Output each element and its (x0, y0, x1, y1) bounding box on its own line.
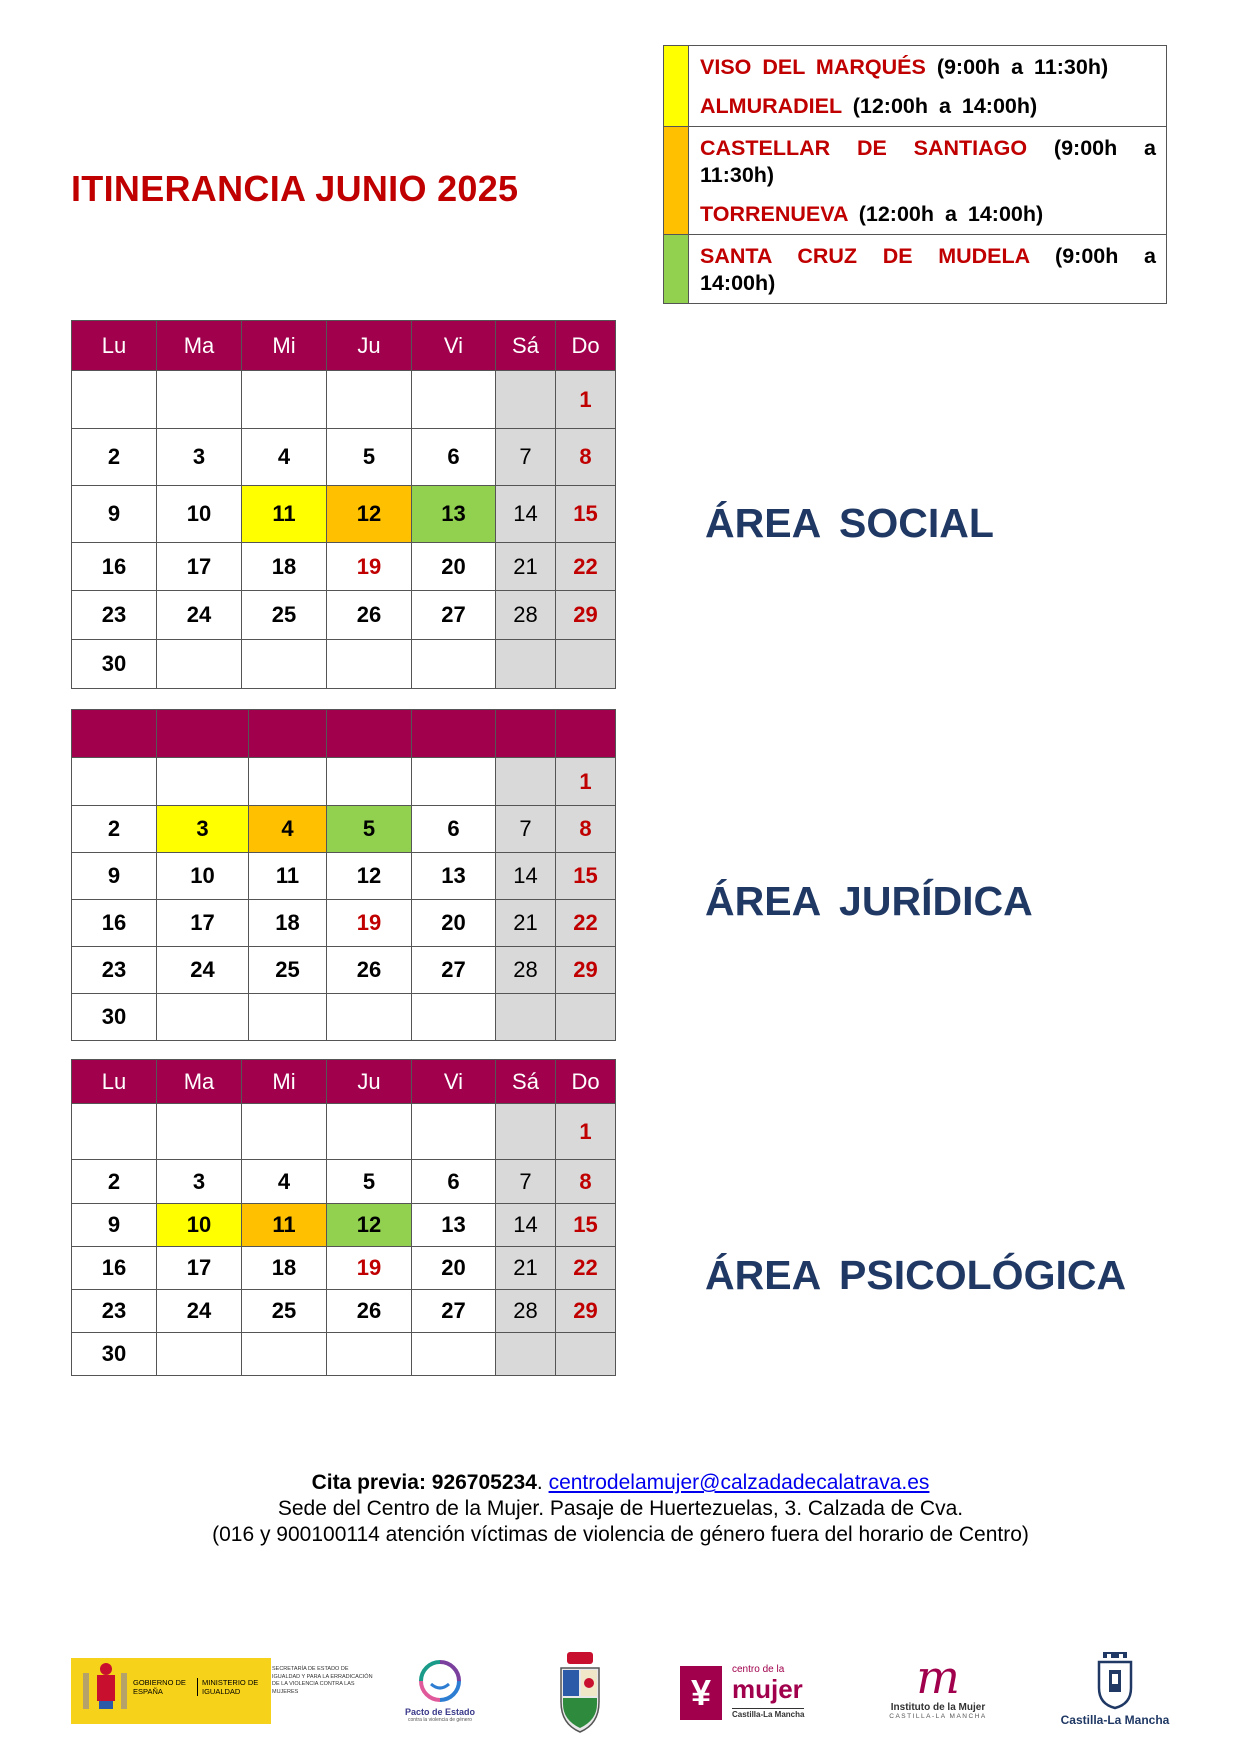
calendar-day: 15 (556, 1204, 616, 1247)
calendar-empty-cell (556, 994, 616, 1041)
calendar-day: 8 (556, 429, 616, 486)
calendar-empty-cell (496, 994, 556, 1041)
legend-town: ALMURADIEL (700, 94, 842, 118)
calendar-day: 18 (242, 1247, 327, 1290)
calendar-week-row (72, 994, 616, 1041)
clm-shield-icon (1095, 1650, 1135, 1710)
calendar-week-row (72, 1104, 616, 1160)
legend-entry (689, 46, 1167, 127)
weekday-header: Ju (327, 321, 412, 371)
calendar-day: 22 (556, 1247, 616, 1290)
calendar-empty-cell (412, 758, 496, 806)
weekday-header (496, 710, 556, 758)
calendar-day: 19 (327, 1247, 412, 1290)
calendar-empty-cell (72, 1104, 157, 1160)
weekday-header: Mi (242, 1060, 327, 1104)
calendar-day: 10 (157, 1204, 242, 1247)
helpline-line: (016 y 900100114 atención víctimas de violencia de género fuera del horario de Centro) (212, 1523, 1029, 1546)
weekday-header (157, 710, 249, 758)
legend-hours: (9:00h a 14:00h) (700, 244, 1156, 295)
calendar-day: 24 (157, 947, 249, 994)
calendar-day: 19 (327, 543, 412, 591)
calendar-empty-cell (72, 371, 157, 429)
secretaria-label: SECRETARÍA DE ESTADO DE IGUALDAD Y PARA LA ERRADICACIÓN DE LA VIOLENCIA CONTRA LAS MUJERES (272, 1666, 373, 1695)
calendar-day: 1 (556, 1104, 616, 1160)
weekday-header: Ju (327, 1060, 412, 1104)
weekday-header (249, 710, 327, 758)
calendar-day: 8 (556, 806, 616, 853)
calendar-week-row (72, 543, 616, 591)
appointment-phone: Cita previa: 926705234 (311, 1471, 537, 1494)
coat-of-arms-icon (77, 1661, 133, 1721)
page-title: ITINERANCIA JUNIO 2025 (71, 168, 519, 209)
legend-swatch-orange (664, 127, 689, 235)
calendar-week-row (72, 1247, 616, 1290)
pacto-circle-icon (417, 1658, 463, 1704)
calendar-empty-cell (556, 640, 616, 689)
calendar-day: 27 (412, 947, 496, 994)
calendar-empty-cell (157, 994, 249, 1041)
calendar-day: 19 (327, 900, 412, 947)
calendar-day: 18 (249, 900, 327, 947)
calendar-day: 2 (72, 429, 157, 486)
calendar-day: 13 (412, 486, 496, 543)
calendar-empty-cell (157, 1104, 242, 1160)
legend-town: SANTA CRUZ DE MUDELA (700, 244, 1030, 268)
calendar-day: 4 (249, 806, 327, 853)
calendar-day: 28 (496, 591, 556, 640)
calendar-day: 23 (72, 1290, 157, 1333)
calendar-empty-cell (157, 758, 249, 806)
calendar-area-social (71, 320, 616, 689)
pacto-label: Pacto de Estado (404, 1707, 476, 1717)
legend-hours: (9:00h a 11:30h) (700, 136, 1156, 187)
pacto-sub-label: contra la violencia de género (408, 1717, 472, 1723)
calendar-empty-cell (412, 1104, 496, 1160)
calendar-day: 17 (157, 1247, 242, 1290)
calendar-week-row (72, 1160, 616, 1204)
calendar-empty-cell (412, 371, 496, 429)
weekday-header: Lu (72, 1060, 157, 1104)
municipal-coat-of-arms-logo (557, 1650, 603, 1734)
calendar-day: 11 (242, 486, 327, 543)
calendar-empty-cell (72, 758, 157, 806)
calendar-day: 5 (327, 429, 412, 486)
calendar-empty-cell (496, 371, 556, 429)
area-social-heading: ÁREA SOCIAL (705, 500, 994, 546)
calendar-day: 16 (72, 1247, 157, 1290)
calendar-day: 1 (556, 758, 616, 806)
calendar-day: 15 (556, 486, 616, 543)
weekday-header: Lu (72, 321, 157, 371)
calendar-day: 12 (327, 1204, 412, 1247)
calendar-area-psicologica (71, 1059, 616, 1376)
calendar-empty-cell (157, 371, 242, 429)
calendar-empty-cell (242, 1333, 327, 1376)
calendar-empty-cell (327, 1104, 412, 1160)
instituto-m-icon: m (916, 1650, 960, 1704)
address-line: Sede del Centro de la Mujer. Pasaje de Huertezuelas, 3. Calzada de Cva. (277, 1497, 964, 1520)
calendar-day: 21 (496, 900, 556, 947)
calendar-day: 26 (327, 1290, 412, 1333)
weekday-header: Do (556, 321, 616, 371)
calendar-day: 11 (249, 853, 327, 900)
calendar-day: 9 (72, 486, 157, 543)
calendar-day: 16 (72, 543, 157, 591)
calendar-day: 30 (72, 1333, 157, 1376)
calendar-week-row (72, 947, 616, 994)
calendar-week-row (72, 1204, 616, 1247)
calendar-day: 24 (157, 1290, 242, 1333)
weekday-header: Sá (496, 321, 556, 371)
calendar-day: 26 (327, 947, 412, 994)
legend-hours: (12:00h a 14:00h) (847, 202, 1044, 226)
calendar-day: 8 (556, 1160, 616, 1204)
calendar-day: 29 (556, 591, 616, 640)
calendar-week-row (72, 429, 616, 486)
gobierno-espana-logo (71, 1658, 271, 1724)
weekday-header (327, 710, 412, 758)
clm-label: Castilla-La Mancha (1060, 1713, 1170, 1727)
calendar-day: 27 (412, 591, 496, 640)
calendar-day: 22 (556, 543, 616, 591)
calendar-day: 20 (412, 1247, 496, 1290)
weekday-header (556, 710, 616, 758)
calendar-day: 4 (242, 429, 327, 486)
calendar-week-row (72, 640, 616, 689)
calendar-day: 30 (72, 640, 157, 689)
instituto-mujer-logo (882, 1652, 994, 1732)
calendar-day: 14 (496, 1204, 556, 1247)
weekday-header: Mi (242, 321, 327, 371)
calendar-day: 21 (496, 543, 556, 591)
calendar-day: 28 (496, 947, 556, 994)
calendar-day: 5 (327, 1160, 412, 1204)
calendar-week-row (72, 853, 616, 900)
ministerio-label: MINISTERIO DE IGUALDAD (197, 1678, 268, 1696)
calendar-day: 12 (327, 853, 412, 900)
calendar-day: 17 (157, 900, 249, 947)
calendar-empty-cell (496, 640, 556, 689)
calendar-day: 30 (72, 994, 157, 1041)
calendar-empty-cell (412, 994, 496, 1041)
calendar-day: 3 (157, 429, 242, 486)
calendar-day: 13 (412, 1204, 496, 1247)
calendar-day: 20 (412, 543, 496, 591)
calendar-empty-cell (327, 371, 412, 429)
calendar-day: 15 (556, 853, 616, 900)
legend-entry (689, 235, 1167, 304)
instituto-sub-label: CASTILLA-LA MANCHA (889, 1713, 987, 1720)
calendar-day: 29 (556, 947, 616, 994)
calendar-week-row (72, 1333, 616, 1376)
centro-mujer-icon: ¥ (680, 1666, 722, 1720)
calendar-empty-cell (157, 640, 242, 689)
legend-swatch-green (664, 235, 689, 304)
calendar-day: 22 (556, 900, 616, 947)
calendar-day: 6 (412, 1160, 496, 1204)
calendar-day: 23 (72, 591, 157, 640)
weekday-header: Vi (412, 1060, 496, 1104)
calendar-empty-cell (327, 1333, 412, 1376)
calendar-empty-cell (412, 1333, 496, 1376)
calendar-day: 2 (72, 1160, 157, 1204)
calendar-week-row (72, 486, 616, 543)
calendar-day: 25 (242, 1290, 327, 1333)
calendar-day: 24 (157, 591, 242, 640)
calendar-day: 27 (412, 1290, 496, 1333)
area-psicologica-heading: ÁREA PSICOLÓGICA (705, 1252, 1127, 1298)
calendar-day: 12 (327, 486, 412, 543)
calendar-week-row (72, 758, 616, 806)
legend-hours: (12:00h a 14:00h) (841, 94, 1038, 118)
area-juridica-heading: ÁREA JURÍDICA (705, 878, 1033, 924)
centro-mujer-logo (680, 1658, 810, 1728)
legend-hours: (9:00h a 11:30h) (925, 55, 1109, 79)
calendar-week-row (72, 591, 616, 640)
logo-strip (0, 1650, 1241, 1740)
calendar-day: 23 (72, 947, 157, 994)
calendar-day: 7 (496, 1160, 556, 1204)
itinerary-legend (663, 45, 1167, 304)
legend-town: TORRENUEVA (700, 202, 848, 226)
calendar-day: 25 (242, 591, 327, 640)
calendar-day: 20 (412, 900, 496, 947)
calendar-week-row (72, 900, 616, 947)
legend-town: CASTELLAR DE SANTIAGO (700, 136, 1028, 160)
calendar-empty-cell (496, 1333, 556, 1376)
calendar-empty-cell (249, 758, 327, 806)
calendar-week-row (72, 806, 616, 853)
calendar-area-juridica (71, 709, 616, 1041)
weekday-header: Vi (412, 321, 496, 371)
calendar-day: 9 (72, 1204, 157, 1247)
calendar-day: 11 (242, 1204, 327, 1247)
calendar-day: 26 (327, 591, 412, 640)
calendar-empty-cell (249, 994, 327, 1041)
calendar-empty-cell (412, 640, 496, 689)
calendar-empty-cell (327, 758, 412, 806)
calendar-empty-cell (157, 1333, 242, 1376)
calendar-day: 5 (327, 806, 412, 853)
calendar-day: 28 (496, 1290, 556, 1333)
calendar-day: 13 (412, 853, 496, 900)
calendar-week-row (72, 371, 616, 429)
calendar-day: 14 (496, 853, 556, 900)
calendar-day: 7 (496, 429, 556, 486)
weekday-header (72, 710, 157, 758)
calendar-empty-cell (242, 640, 327, 689)
email-link[interactable]: centrodelamujer@calzadadecalatrava.es (548, 1471, 930, 1494)
calendar-day: 9 (72, 853, 157, 900)
calendar-day: 3 (157, 806, 249, 853)
calendar-day: 21 (496, 1247, 556, 1290)
weekday-header: Sá (496, 1060, 556, 1104)
contact-line: Cita previa: 926705234. centrodelamujer@calzadadecalatrava.es (311, 1471, 930, 1494)
shield-icon (557, 1650, 603, 1734)
legend-swatch-yellow (664, 46, 689, 127)
centro-big-label: mujer (732, 1674, 803, 1704)
calendar-day: 29 (556, 1290, 616, 1333)
instituto-label: Instituto de la Mujer (890, 1702, 986, 1713)
calendar-empty-cell (496, 1104, 556, 1160)
weekday-header: Ma (157, 1060, 242, 1104)
legend-entry (689, 127, 1167, 235)
calendar-empty-cell (496, 758, 556, 806)
calendar-day: 10 (157, 853, 249, 900)
calendar-day: 6 (412, 429, 496, 486)
centro-small-label: centro de la (732, 1664, 785, 1675)
castilla-la-mancha-logo (1060, 1650, 1170, 1734)
calendar-day: 3 (157, 1160, 242, 1204)
pacto-estado-logo (398, 1658, 482, 1730)
calendar-day: 25 (249, 947, 327, 994)
calendar-empty-cell (242, 1104, 327, 1160)
calendar-day: 10 (157, 486, 242, 543)
calendar-day: 16 (72, 900, 157, 947)
weekday-header: Do (556, 1060, 616, 1104)
calendar-day: 17 (157, 543, 242, 591)
calendar-empty-cell (327, 994, 412, 1041)
calendar-day: 7 (496, 806, 556, 853)
legend-town: VISO DEL MARQUÉS (700, 55, 926, 79)
calendar-empty-cell (556, 1333, 616, 1376)
calendar-week-row (72, 1290, 616, 1333)
calendar-day: 14 (496, 486, 556, 543)
centro-sub-label: Castilla-La Mancha (732, 1710, 805, 1719)
calendar-day: 18 (242, 543, 327, 591)
calendar-day: 2 (72, 806, 157, 853)
calendar-empty-cell (242, 371, 327, 429)
calendar-day: 4 (242, 1160, 327, 1204)
contact-footer (0, 1470, 1241, 1548)
calendar-day: 1 (556, 371, 616, 429)
weekday-header: Ma (157, 321, 242, 371)
weekday-header (412, 710, 496, 758)
calendar-day: 6 (412, 806, 496, 853)
gobierno-label: GOBIERNO DE ESPAÑA (133, 1678, 186, 1696)
calendar-empty-cell (327, 640, 412, 689)
